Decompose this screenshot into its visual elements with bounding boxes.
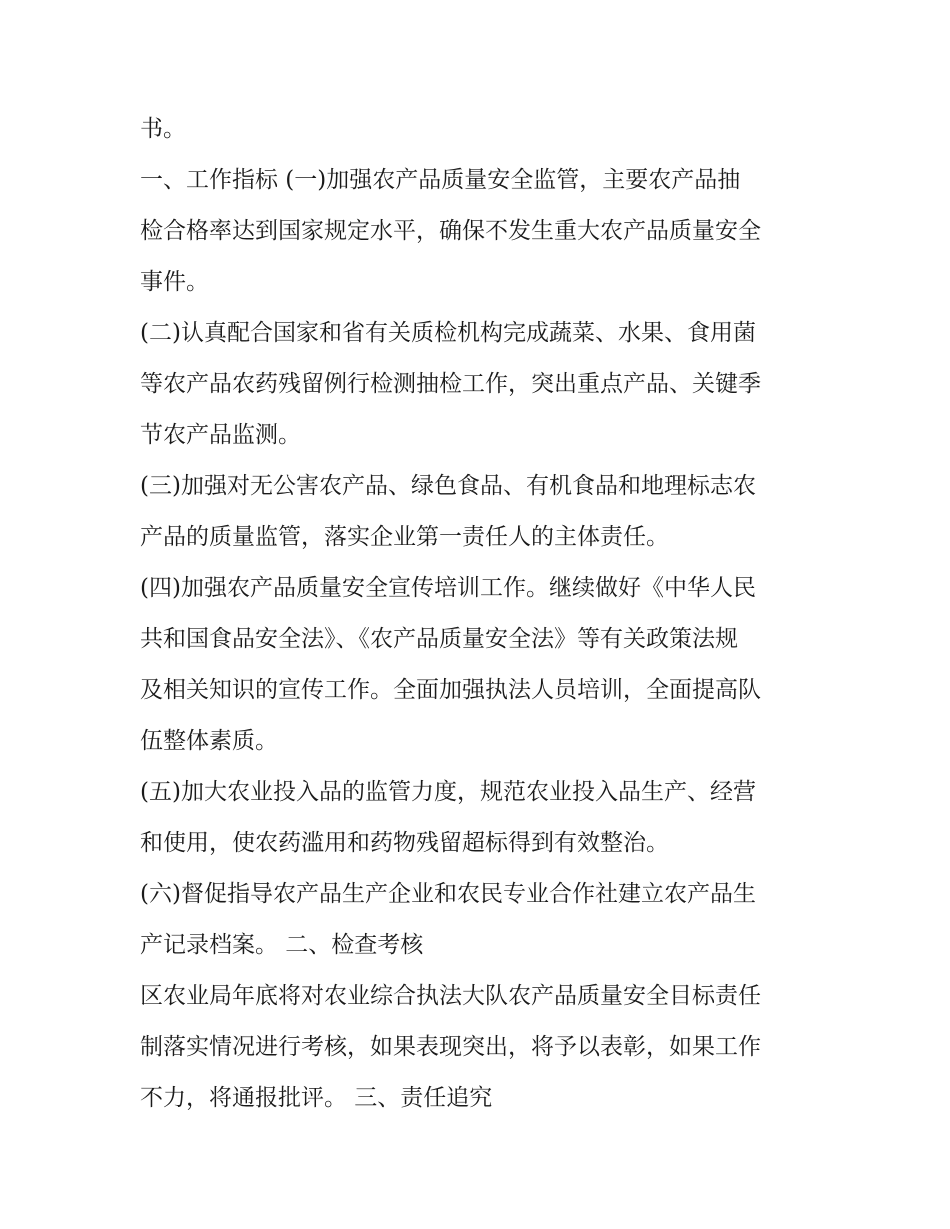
text-line: (五)加大农业投入品的监管力度，规范农业投入品生产、经营 [140,779,756,805]
text-line: 及相关知识的宣传工作。全面加强执法人员培训，全面提高队 [140,677,761,703]
text-line: 产记录档案。 二、检查考核 [140,932,424,958]
text-line: 事件。 [140,269,209,295]
text-line: (二)认真配合国家和省有关质检机构完成蔬菜、水果、食用菌 [140,320,756,346]
text-line: 不力，将通报批评。 三、责任追究 [140,1085,493,1111]
text-line: (四)加强农产品质量安全宣传培训工作。继续做好《中华人民 [140,575,756,601]
text-line: (六)督促指导农产品生产企业和农民专业合作社建立农产品生 [140,881,756,907]
text-line: (三)加强对无公害农产品、绿色食品、有机食品和地理标志农 [140,473,756,499]
text-line: 产品的质量监管，落实企业第一责任人的主体责任。 [140,524,669,550]
text-line: 区农业局年底将对农业综合执法大队农产品质量安全目标责任 [140,983,761,1009]
text-line: 和使用，使农药滥用和药物残留超标得到有效整治。 [140,830,669,856]
text-line: 等农产品农药残留例行检测抽检工作，突出重点产品、关键季 [140,371,761,397]
text-line: 检合格率达到国家规定水平，确保不发生重大农产品质量安全 [140,218,761,244]
text-line: 一、工作指标 (一)加强农产品质量安全监管，主要农产品抽 [140,167,741,193]
text-line: 书。 [140,116,186,142]
text-line: 节农产品监测。 [140,422,301,448]
text-line: 伍整体素质。 [140,728,278,754]
text-line: 共和国食品安全法》、《农产品质量安全法》等有关政策法规 [140,626,738,652]
document-body [140,104,820,1124]
text-line: 制落实情况进行考核，如果表现突出，将予以表彰，如果工作 [140,1034,761,1060]
